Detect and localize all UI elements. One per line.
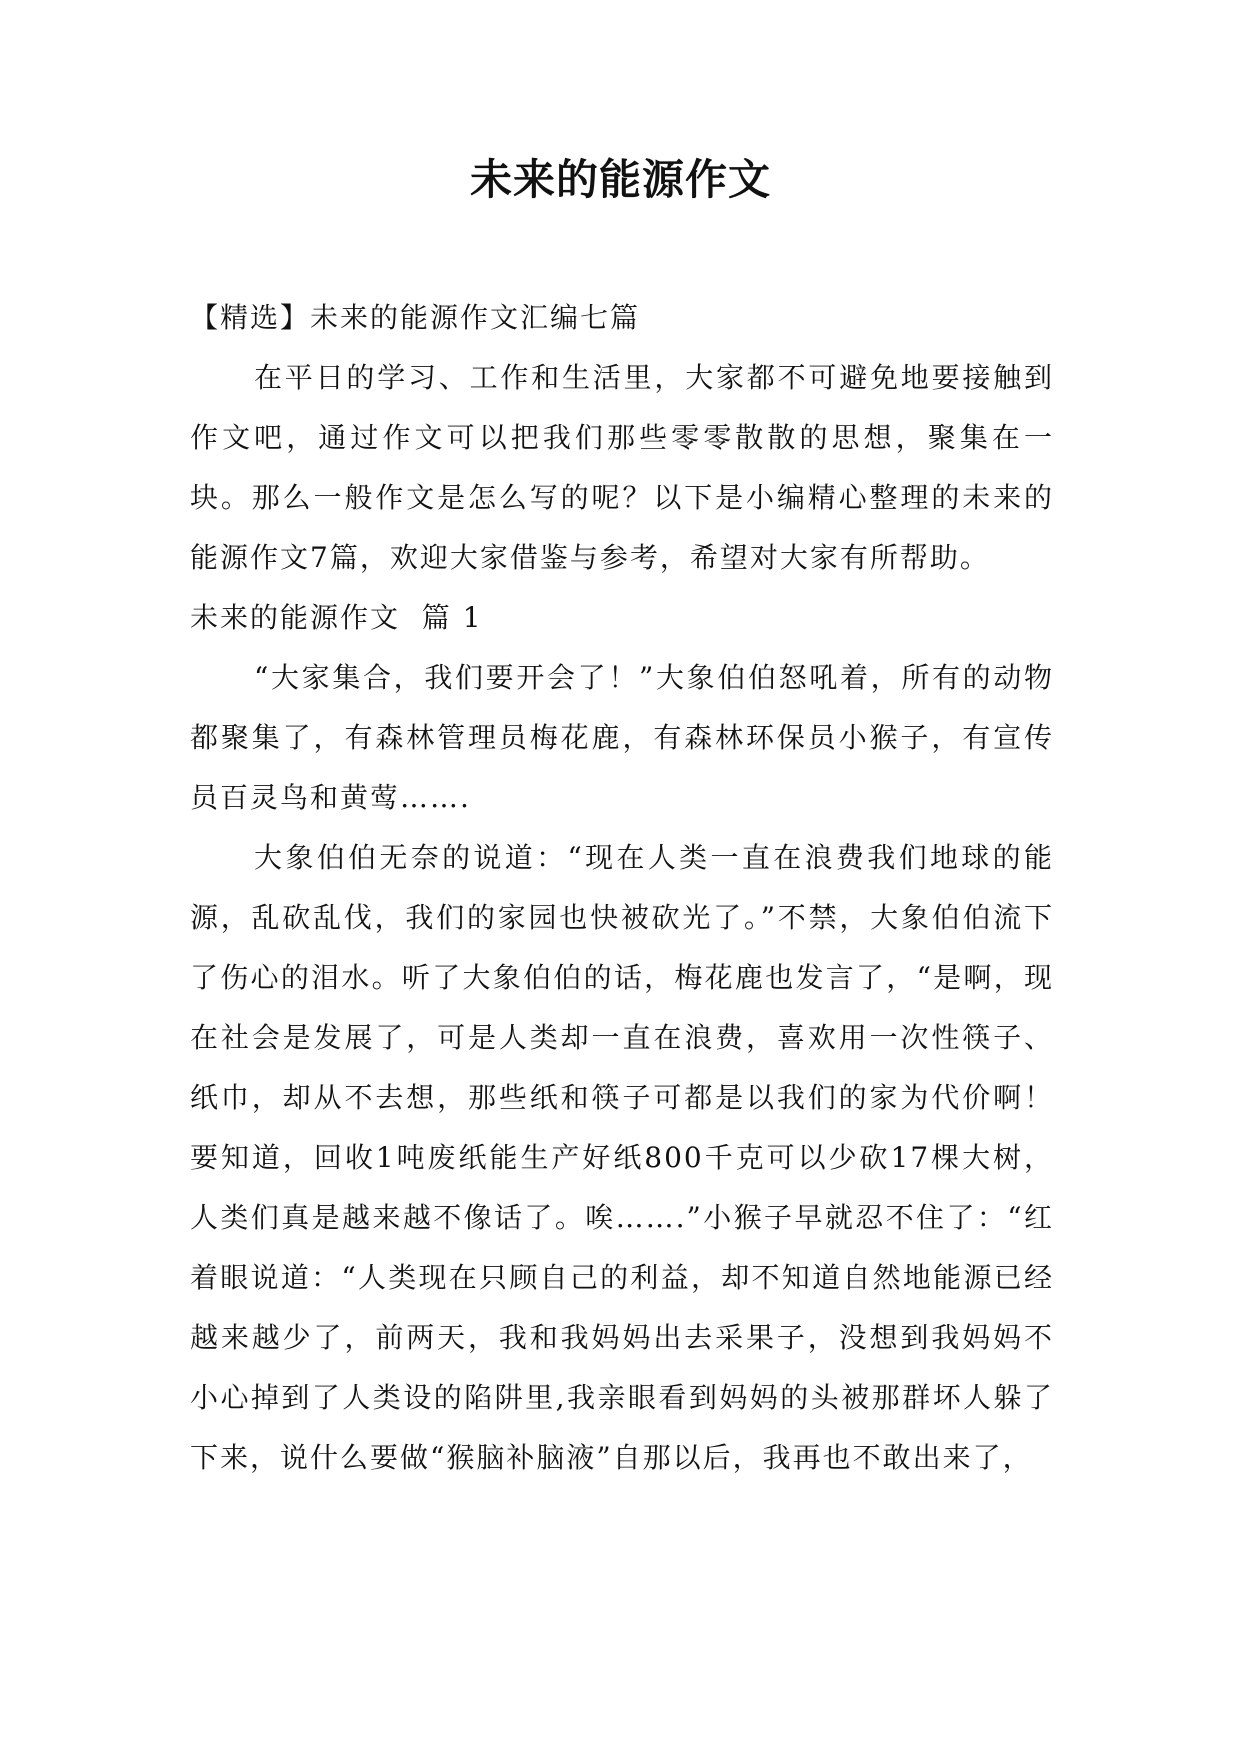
intro-paragraph: 在平日的学习、工作和生活里，大家都不可避免地要接触到作文吧，通过作文可以把我们那些零零散散的思想，聚集在一块。那么一般作文是怎么写的呢？以下是小编精心整理的未来的能源作文7篇，欢迎大家借鉴与参考，希望对大家有所帮助。: [190, 361, 1054, 574]
document-body: [190, 288, 1054, 1488]
section-paragraph-2: 大象伯伯无奈的说道：“现在人类一直在浪费我们地球的能源，乱砍乱伐，我们的家园也快被砍光了。”不禁，大象伯伯流下了伤心的泪水。听了大象伯伯的话，梅花鹿也发言了，“是啊，现在社会是发展了，可是人类却一直在浪费，喜欢用一次性筷子、纸巾，却从不去想，那些纸和筷子可都是以我们的家为代价啊！要知道，回收1吨废纸能生产好纸800千克可以少砍17棵大树，人类们真是越来越不像话了。唉…….”小猴子早就忍不住了：“红着眼说道：“人类现在只顾自己的利益，却不知道自然地能源已经越来越少了，前两天，我和我妈妈出去采果子，没想到我妈妈不小心掉到了人类设的陷阱里,我亲眼看到妈妈的头被那群坏人躲了下来，说什么要做“猴脑补脑液”自那以后，我再也不敢出来了，: [190, 841, 1054, 1474]
document-title: 未来的能源作文: [469, 155, 771, 204]
subtitle: 【精选】未来的能源作文汇编七篇: [190, 301, 641, 334]
section-heading: 未来的能源作文 篇 1: [190, 601, 483, 634]
section-paragraph-1: “大家集合，我们要开会了！”大象伯伯怒吼着，所有的动物都聚集了，有森林管理员梅花鹿，有森林环保员小猴子，有宣传员百灵鸟和黄莺…….: [190, 661, 1054, 814]
